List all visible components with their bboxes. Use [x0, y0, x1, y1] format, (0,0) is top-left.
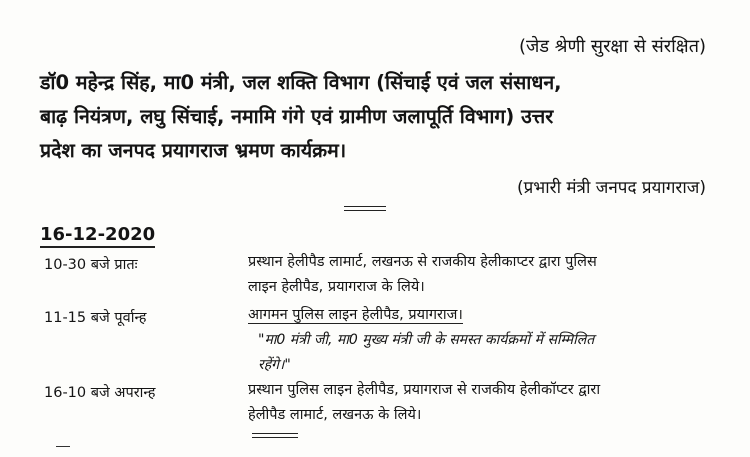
description-line: लाइन हेलीपैड, प्रयागराज के लिये।: [248, 279, 425, 295]
incharge-note: (प्रभारी मंत्री जनपद प्रयागराज): [516, 178, 706, 198]
schedule-description: [248, 303, 463, 328]
description-line: आगमन पुलिस लाइन हेलीपैड, प्रयागराज।: [248, 307, 463, 323]
schedule-time: 11-15 बजे पूर्वान्ह: [44, 310, 147, 326]
remark-line: रहेंगे।": [258, 357, 291, 373]
cut-off-text-fragment: [56, 446, 70, 457]
remark-line: "मा0 मंत्री जी, मा0 मुख्य मंत्री जी के समस्त कार्यक्रमों में सम्मिलित: [258, 332, 595, 348]
program-heading: [40, 66, 710, 168]
schedule-date: 16-12-2020: [40, 224, 155, 248]
separator-rule: [252, 433, 298, 438]
schedule-description: [248, 378, 600, 428]
description-line: प्रस्थान हेलीपैड लामार्ट, लखनऊ से राजकीय हेलीकाप्टर द्वारा पुलिस: [248, 254, 597, 270]
schedule-time: 16-10 बजे अपरान्ह: [44, 385, 156, 401]
heading-line: बाढ़ नियंत्रण, लघु सिंचाई, नमामि गंगे एवं ग्रामीण जलापूर्ति विभाग) उत्तर: [40, 105, 554, 128]
description-line: प्रस्थान पुलिस लाइन हेलीपैड, प्रयागराज से राजकीय हेलीकॉप्टर द्वारा: [248, 382, 601, 398]
separator-rule: [344, 206, 386, 211]
heading-line: डॉ0 महेन्द्र सिंह, मा0 मंत्री, जल शक्ति विभाग (सिंचाई एवं जल संसाधन,: [40, 71, 562, 94]
heading-line: प्रदेश का जनपद प्रयागराज भ्रमण कार्यक्रम।: [40, 139, 347, 162]
schedule-remark: [258, 328, 594, 378]
schedule-description: [248, 250, 597, 300]
description-line: हेलीपैड लामार्ट, लखनऊ के लिये।: [248, 407, 422, 423]
schedule-time: 10-30 बजे प्रातः: [44, 257, 138, 273]
security-note: (जेड श्रेणी सुरक्षा से संरक्षित): [519, 36, 706, 57]
